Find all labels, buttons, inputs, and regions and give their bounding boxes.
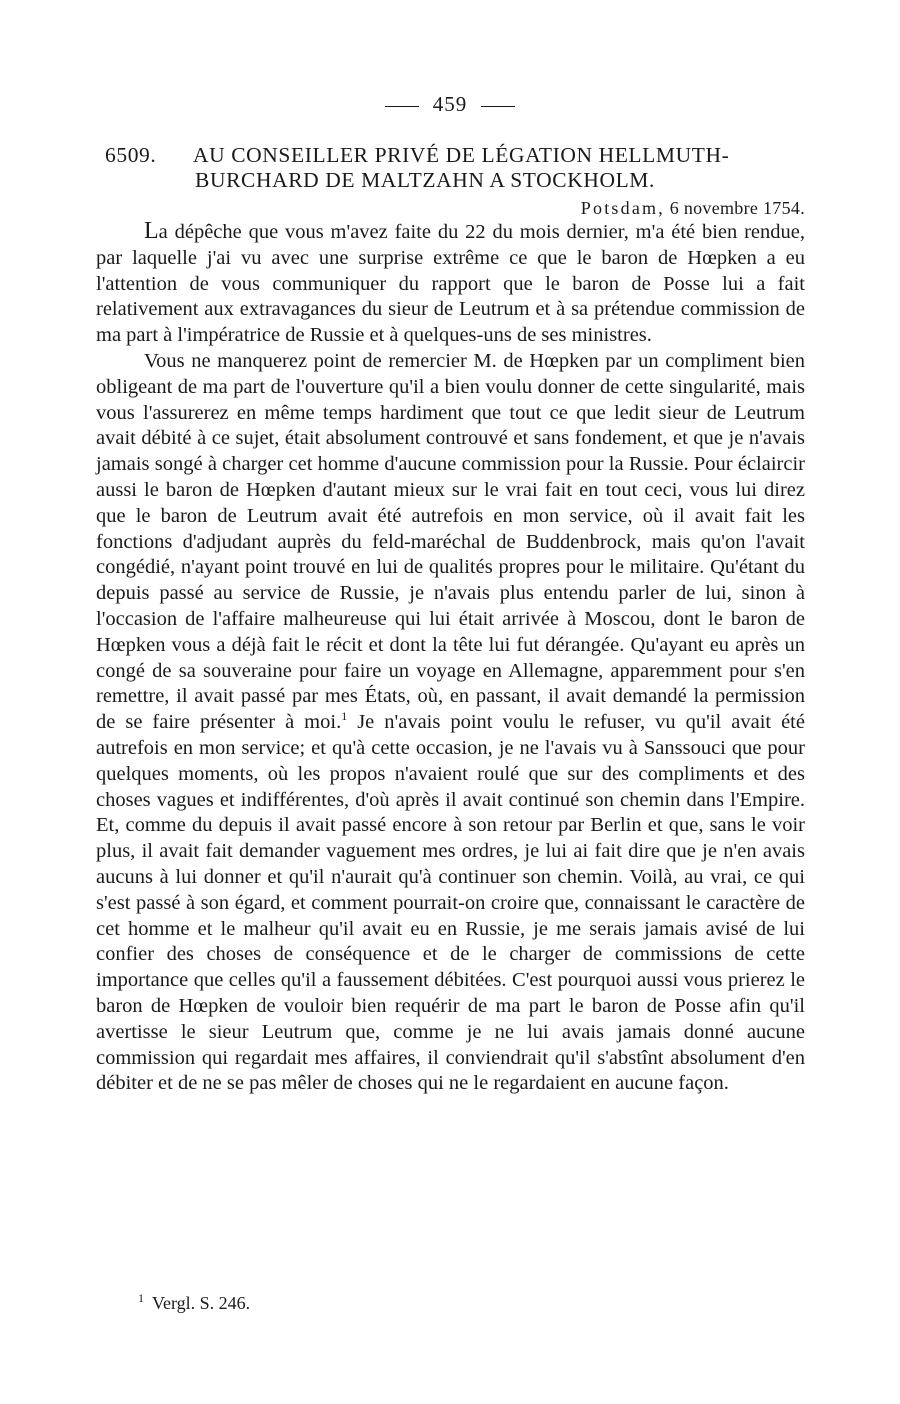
paragraph-1-text: a dépêche que vous m'avez faite du 22 du mois dernier, m'a été bien rendue, par laquelle j'ai vu avec une surprise extrême ce que le baron de Hœpken a eu l'attention de vous communiquer du rapport que le baron de Posse lui a fait relativement aux extravagances du sieur de Leutrum et à sa prétendue commission de ma part à l'impératrice de Russie et à quelques-uns de ses ministres. <box>96 221 805 347</box>
letter-title <box>193 143 813 193</box>
dateline <box>581 198 805 219</box>
page-number-right-rule <box>481 106 515 107</box>
paragraph-2-text-a: Vous ne manquerez point de remercier M. de Hœpken par un compliment bien obligeant de ma part de l'ouverture qu'il a bien voulu donner de cette singularité, mais vous l'assurerez en même temps hardiment que tout ce que ledit sieur de Leutrum avait débité à ce sujet, était absolument controuvé et sans fondement, et que je n'avais jamais songé à charger cet homme d'aucune commission pour la Russie. Pour éclaircir aussi le baron de Hœpken d'autant mieux sur le vrai fait en tout ceci, vous lui direz que le baron de Leutrum avait été autrefois en mon service, où il avait fait les fonctions d'adjudant auprès du feld-maréchal de Buddenbrock, mais qu'on l'avait congédié, n'ayant point trouvé en lui de qualités propres pour le militaire. Qu'étant du depuis passé au service de Russie, je n'avais plus entendu parler de lui, sinon à l'occasion de l'affaire malheureuse qui lui était arrivée à Moscou, dont le baron de Hœpken vous a déjà fait le récit et dont la tête lui fut dérangée. Qu'ayant eu après un congé de sa souveraine pour faire un voyage en Allemagne, apparemment pour s'en remettre, il avait passé par mes États, où, en passant, il avait demandé la permission de se faire présenter à moi. <box>96 349 805 734</box>
page-number-value: 459 <box>432 92 468 116</box>
footnote-reference[interactable]: 1 <box>341 709 348 724</box>
dateline-place: Potsdam, <box>580 198 665 218</box>
letter-title-line-2: BURCHARD DE MALTZAHN A STOCKHOLM. <box>195 168 656 192</box>
page-number <box>0 92 900 117</box>
footnote <box>138 1293 250 1314</box>
page-number-left-rule <box>385 106 419 107</box>
paragraph-2 <box>96 349 805 1097</box>
footnote-number: 1 <box>138 1291 144 1305</box>
letter-body <box>96 219 805 1097</box>
paragraph-1 <box>96 219 805 349</box>
letter-title-line-1: AU CONSEILLER PRIVÉ DE LÉGATION HELLMUTH- <box>193 143 730 167</box>
letter-number: 6509. <box>105 143 157 167</box>
paragraph-2-text-b: Je n'avais point voulu le refuser, vu qu'il avait été autrefois en mon service; et qu'à cette occasion, je ne l'avais vu à Sanssouci que pour quelques moments, où les propos n'avaient roulé que sur des compliments et des choses vagues et indifférentes, d'où après il avait continué son chemin dans l'Empire. Et, comme du depuis il avait passé encore à son retour par Berlin et que, sans le voir plus, il avait fait demander vaguement mes ordres, je lui ai fait dire que je n'en avais aucuns à lui donner et qu'il n'aurait qu'à continuer son chemin. Voilà, au vrai, ce qui s'est passé à son égard, et comment pourrait-on croire que, connaissant le caractère de cet homme et le malheur qu'il avait eu en Russie, je me serais jamais avisé de lui confier des choses de conséquence et de le charger de commissions de cette importance que celles qu'il a faussement débitées. C'est pourquoi aussi vous prierez le baron de Hœpken de vouloir bien requérir de ma part le baron de Posse afin qu'il avertisse le sieur Leutrum que, comme je ne lui avais jamais donné aucune commission qui regardait mes affaires, il conviendrait qu'il s'abstînt absolument d'en débiter et de ne se pas mêler de choses qui ne le regardaient en aucune façon. <box>96 711 805 1095</box>
dateline-date: 6 novembre 1754. <box>669 198 805 218</box>
paragraph-1-initial: L <box>144 218 159 244</box>
footnote-text: Vergl. S. 246. <box>152 1293 251 1313</box>
